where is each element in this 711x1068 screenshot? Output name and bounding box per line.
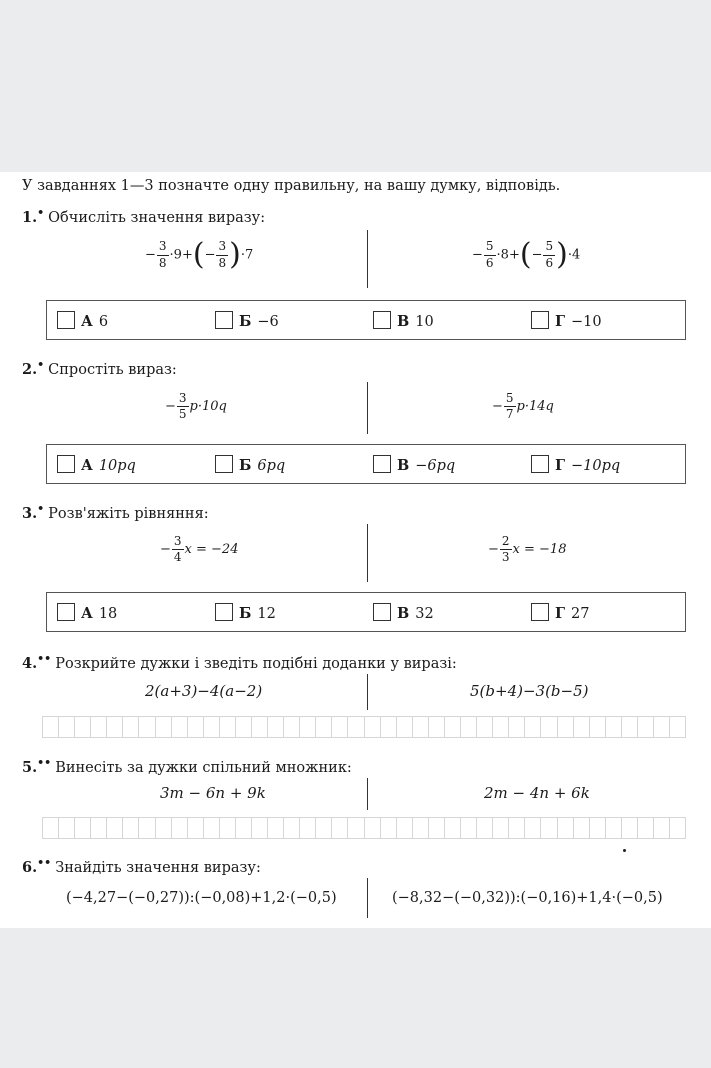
print-speck [623, 849, 626, 852]
option-a[interactable]: А 18 [57, 603, 117, 622]
question-6-right-expression: (−8,32−(−0,32)):(−0,16)+1,4·(−0,5) [392, 890, 663, 906]
question-4-title [22, 652, 457, 672]
column-divider [367, 778, 368, 810]
question-4-left-expression: 2(a+3)−4(a−2) [145, 682, 263, 700]
worksheet-page [0, 172, 711, 928]
option-b[interactable]: Б 6pq [215, 455, 285, 474]
column-divider [367, 878, 368, 918]
question-3-right-expression: − $\frac{2}{3}$ x = −18 [488, 534, 567, 565]
question-3-left-expression: − $\frac{3}{4}$ x = −24 [160, 534, 239, 565]
option-b[interactable]: Б 12 [215, 603, 276, 622]
question-1-answer-options [46, 300, 686, 340]
option-g[interactable]: Г 27 [531, 603, 589, 622]
option-a[interactable]: А 10pq [57, 455, 136, 474]
question-number: 2. [22, 360, 38, 378]
option-v[interactable]: В 32 [373, 603, 434, 622]
intro-text: У завданнях 1—3 позначте одну правильну, на вашу думку, відповідь. [22, 178, 561, 194]
question-number: 3. [22, 504, 38, 522]
question-text: Розв'яжіть рівняння: [48, 505, 209, 522]
difficulty-mark: •• [37, 856, 52, 869]
checkbox[interactable] [57, 455, 75, 473]
question-text: Розкрийте дужки і зведіть подібні доданки у виразі: [55, 655, 457, 672]
question-4-right-expression: 5(b+4)−3(b−5) [470, 682, 589, 700]
option-a[interactable]: А 6 [57, 311, 108, 330]
question-3-title [22, 502, 209, 522]
checkbox[interactable] [57, 603, 75, 621]
question-text: Знайдіть значення виразу: [55, 859, 261, 876]
option-g[interactable]: Г −10 [531, 311, 602, 330]
question-1-left-expression: − $\frac{3}{8}$ ·9+(− $\frac{3}{8}$ )·7 [145, 237, 254, 272]
option-v[interactable]: В 10 [373, 311, 434, 330]
checkbox[interactable] [215, 311, 233, 329]
option-v[interactable]: В −6pq [373, 455, 455, 474]
question-5-title [22, 756, 352, 776]
question-5-right-expression: 2m − 4n + 6k [484, 784, 590, 802]
question-2-answer-options [46, 444, 686, 484]
option-b[interactable]: Б −6 [215, 311, 279, 330]
question-number: 5. [22, 758, 38, 776]
checkbox[interactable] [531, 311, 549, 329]
checkbox[interactable] [373, 603, 391, 621]
column-divider [367, 524, 368, 582]
question-5-left-expression: 3m − 6n + 9k [160, 784, 266, 802]
question-number: 6. [22, 858, 38, 876]
question-4-answer-grid[interactable] [42, 716, 686, 738]
question-text: Обчисліть значення виразу: [48, 209, 266, 226]
question-number: 4. [22, 654, 38, 672]
question-2-left-expression: − $\frac{3}{5}$ p·10q [165, 391, 227, 422]
column-divider [367, 230, 368, 288]
column-divider [367, 382, 368, 434]
checkbox[interactable] [215, 603, 233, 621]
checkbox[interactable] [57, 311, 75, 329]
question-text: Спростіть вираз: [48, 361, 177, 378]
question-number: 1. [22, 208, 38, 226]
difficulty-mark: • [37, 502, 45, 515]
question-1-title [22, 206, 265, 226]
checkbox[interactable] [373, 455, 391, 473]
question-2-right-expression: − $\frac{5}{7}$ p·14q [492, 391, 554, 422]
question-3-answer-options [46, 592, 686, 632]
checkbox[interactable] [373, 311, 391, 329]
question-6-title [22, 856, 261, 876]
difficulty-mark: • [37, 358, 45, 371]
question-5-answer-grid[interactable] [42, 817, 686, 839]
difficulty-mark: •• [37, 756, 52, 769]
difficulty-mark: • [37, 206, 45, 219]
difficulty-mark: •• [37, 652, 52, 665]
question-2-title [22, 358, 177, 378]
question-1-right-expression: − $\frac{5}{6}$ ·8+(− $\frac{5}{6}$ )·4 [472, 237, 581, 272]
checkbox[interactable] [531, 455, 549, 473]
column-divider [367, 674, 368, 710]
question-text: Винесіть за дужки спільний множник: [55, 759, 352, 776]
option-g[interactable]: Г −10pq [531, 455, 620, 474]
checkbox[interactable] [215, 455, 233, 473]
checkbox[interactable] [531, 603, 549, 621]
question-6-left-expression: (−4,27−(−0,27)):(−0,08)+1,2·(−0,5) [66, 890, 337, 906]
